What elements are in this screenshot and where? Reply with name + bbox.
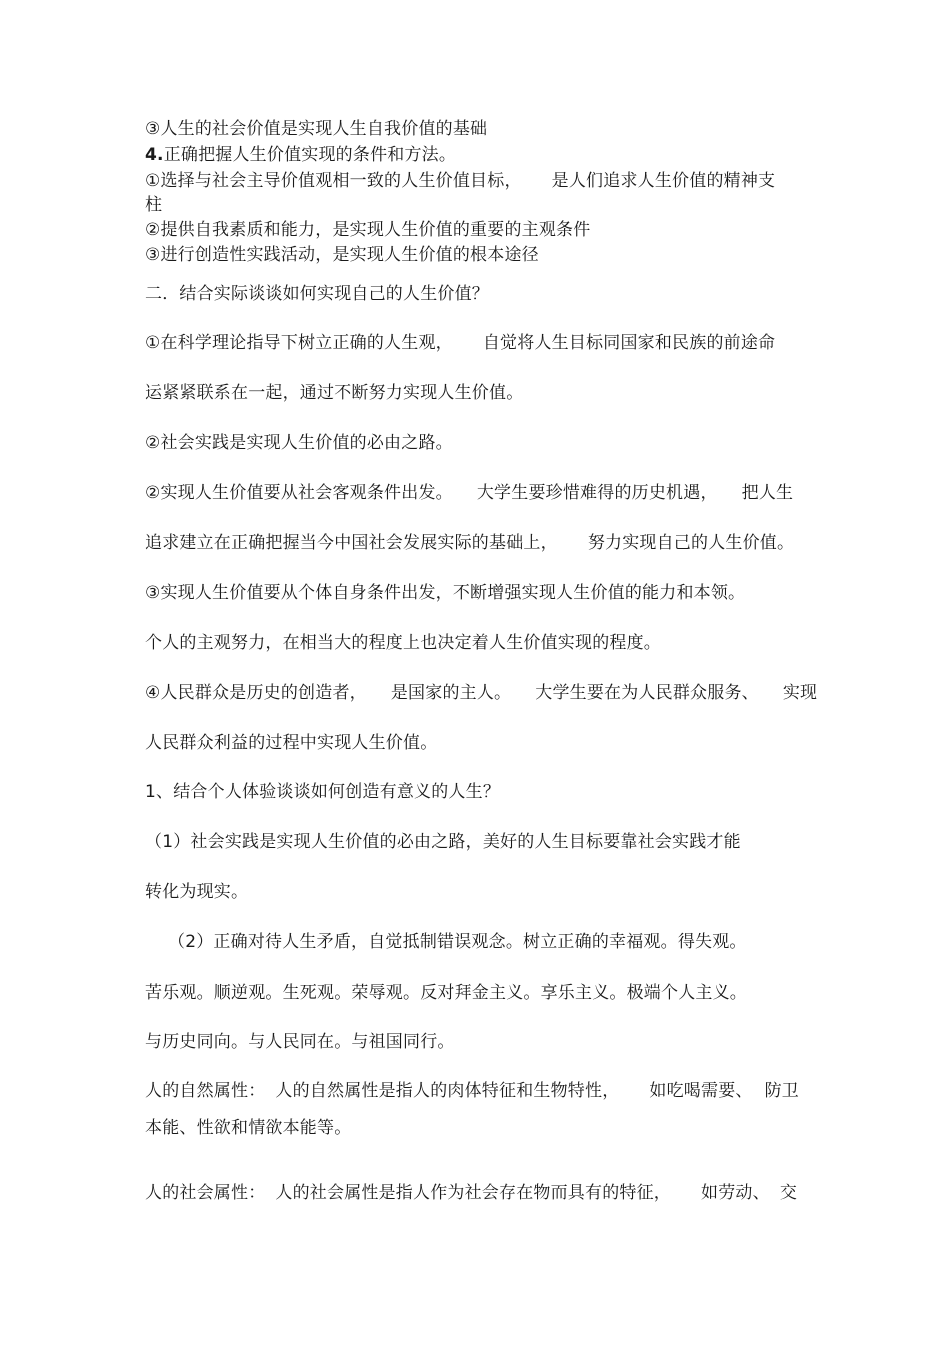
text: 防卫 [764, 1081, 800, 1101]
text: 人的自然属性是指人的肉体特征和生物特性， [275, 1081, 620, 1101]
text: 转化为现实。 [145, 882, 249, 902]
text-line [145, 633, 661, 653]
text: 与历史同向。与人民同在。与祖国同行。 [145, 1032, 455, 1052]
text-line [145, 171, 775, 191]
text: ②提供自我素质和能力，是实现人生价值的重要的主观条件 [145, 220, 591, 240]
text: 是人们追求人生价值的精神支 [551, 171, 776, 191]
question-heading [145, 284, 489, 304]
text-line [145, 882, 248, 902]
term-label: 人的自然属性： [145, 1081, 266, 1101]
text: 大学生要在为人民群众服务、 [535, 683, 759, 703]
text: 人的社会属性是指人作为社会存在物而具有的特征， [275, 1183, 672, 1203]
text: 个人的主观努力，在相当大的程度上也决定着人生价值实现的程度。 [145, 633, 661, 653]
text: ①选择与社会主导价值观相一致的人生价值目标， [145, 171, 522, 191]
text: 如劳动、 [701, 1183, 770, 1203]
text-line [145, 1081, 799, 1101]
text-line [145, 333, 775, 353]
text: ③人生的社会价值是实现人生自我价值的基础 [145, 119, 488, 139]
text-line [145, 583, 745, 603]
text: ③实现人生价值要从个体自身条件出发，不断增强实现人生价值的能力和本领。 [145, 583, 746, 603]
text: 交 [779, 1183, 798, 1203]
text-line [145, 733, 437, 753]
text-line [145, 1183, 797, 1203]
heading-number: 4. [145, 145, 164, 165]
text-line [145, 1118, 351, 1138]
text: 苦乐观。顺逆观。生死观。荣辱观。反对拜金主义。享乐主义。极端个人主义。 [145, 983, 747, 1003]
text: 自觉将人生目标同国家和民族的前途命 [482, 333, 776, 353]
text: 正确把握人生价值实现的条件和方法。 [163, 145, 457, 165]
text: 本能、性欲和情欲本能等。 [145, 1118, 352, 1138]
text-line [145, 1032, 455, 1052]
question-heading [145, 782, 500, 802]
text: 努力实现自己的人生价值。 [587, 533, 795, 553]
text: 二．结合实际谈谈如何实现自己的人生价值？ [145, 284, 489, 304]
text: 1、结合个人体验谈谈如何创造有意义的人生？ [145, 782, 501, 802]
text: ④人民群众是历史的创造者， [145, 683, 367, 703]
text: 把人生 [741, 483, 794, 503]
text-line [145, 533, 794, 553]
text: 如吃喝需要、 [649, 1081, 753, 1101]
text: 柱 [145, 195, 163, 215]
text: ①在科学理论指导下树立正确的人生观， [145, 333, 453, 353]
text-line [145, 245, 539, 265]
term-label: 人的社会属性： [145, 1183, 266, 1203]
text-line [145, 683, 817, 703]
text-line [145, 983, 747, 1003]
text-line [145, 220, 590, 240]
text: 运紧紧联系在一起，通过不断努力实现人生价值。 [145, 383, 524, 403]
text: 实现 [782, 683, 818, 703]
text: ②实现人生价值要从社会客观条件出发。 [145, 483, 453, 503]
text: 人民群众利益的过程中实现人生价值。 [145, 733, 438, 753]
text-line [145, 195, 162, 215]
text-line [145, 433, 453, 453]
text: 大学生要珍惜难得的历史机遇， [476, 483, 718, 503]
text-line [168, 932, 747, 952]
text-line [145, 832, 741, 852]
text-line [145, 119, 487, 139]
text: ②社会实践是实现人生价值的必由之路。 [145, 433, 453, 453]
section-heading [145, 145, 456, 165]
text-line [145, 383, 523, 403]
text: （2）正确对待人生矛盾，自觉抵制错误观念。树立正确的幸福观。得失观。 [168, 932, 747, 952]
text: ③进行创造性实践活动，是实现人生价值的根本途径 [145, 245, 539, 265]
text-line [145, 483, 793, 503]
text: （1）社会实践是实现人生价值的必由之路，美好的人生目标要靠社会实践才能 [145, 832, 741, 852]
text: 是国家的主人。 [390, 683, 512, 703]
text: 追求建立在正确把握当今中国社会发展实际的基础上， [145, 533, 558, 553]
